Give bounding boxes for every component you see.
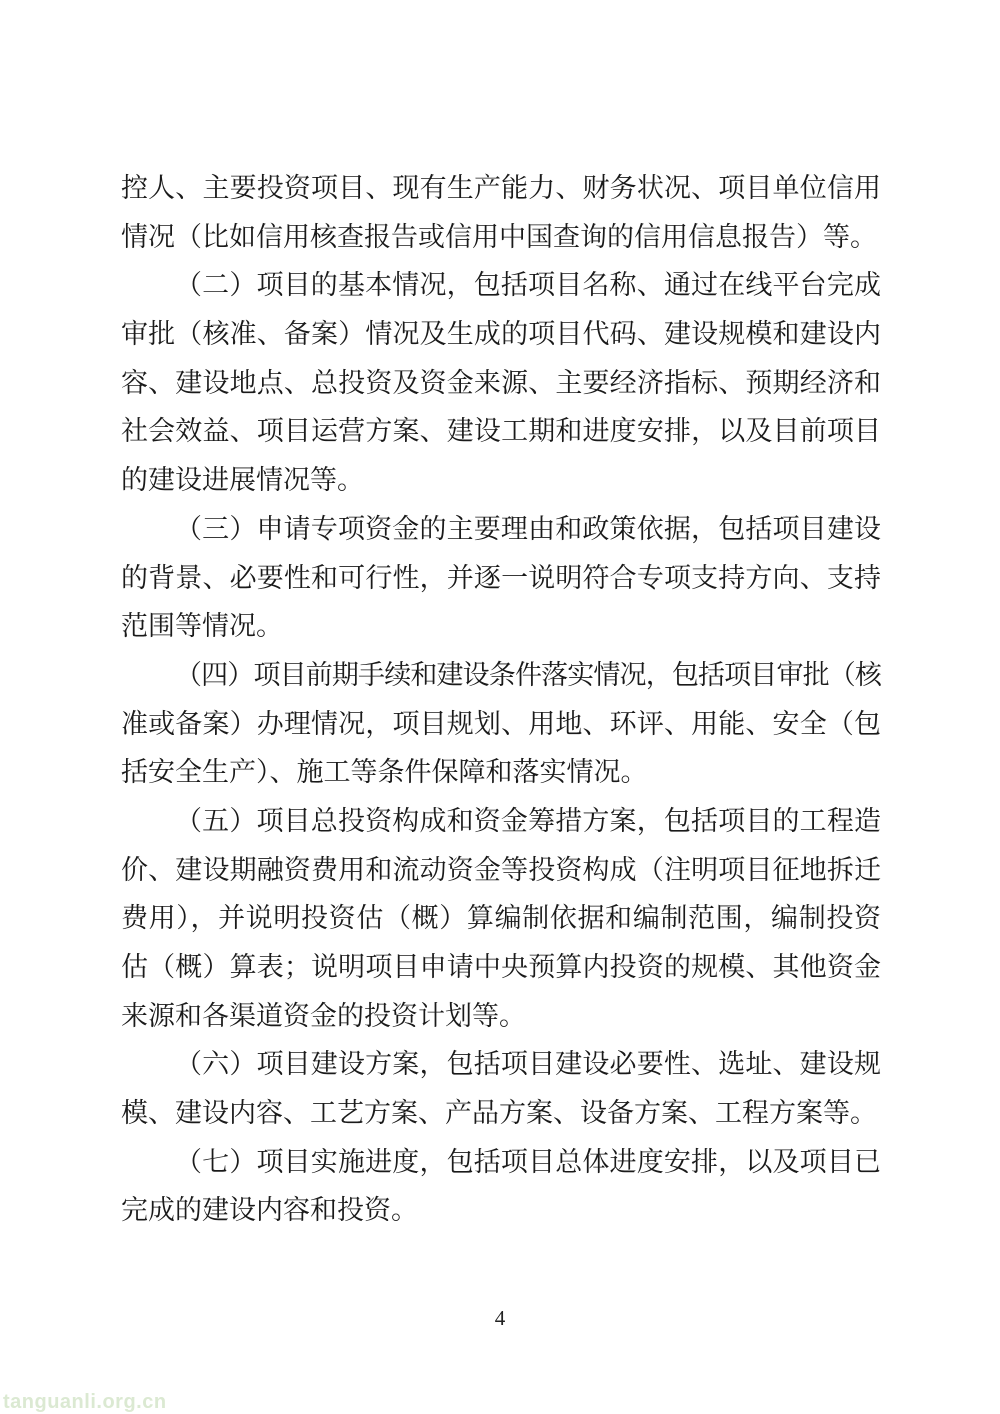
text-line: 审批（核准、备案）情况及生成的项目代码、建设规模和建设内: [121, 319, 881, 350]
watermark: tanguanli.org.cn: [3, 1391, 167, 1413]
text-line: （六）项目建设方案，包括项目建设必要性、选址、建设规: [175, 1049, 881, 1080]
text-line: （五）项目总投资构成和资金筹措方案，包括项目的工程造: [175, 805, 881, 836]
text-line: 控人、主要投资项目、现有生产能力、财务状况、项目单位信用: [121, 173, 881, 203]
text-line: 准或备案）办理情况，项目规划、用地、环评、用能、安全（包: [121, 708, 881, 739]
text-line: 情况（比如信用核查报告或信用中国查询的信用信息报告）等。: [121, 221, 877, 252]
document-body: [121, 164, 881, 1235]
text-line: （二）项目的基本情况，包括项目名称、通过在线平台完成: [175, 270, 881, 301]
text-line: 社会效益、项目运营方案、建设工期和进度安排，以及目前项目: [121, 416, 881, 447]
text-line: 完成的建设内容和投资。: [121, 1195, 418, 1226]
text-line: 来源和各渠道资金的投资计划等。: [121, 1000, 526, 1031]
text-line: 范围等情况。: [121, 611, 283, 642]
text-line: 价、建设期融资费用和流动资金等投资构成（注明项目征地拆迁: [121, 854, 881, 885]
text-line: 模、建设内容、工艺方案、产品方案、设备方案、工程方案等。: [121, 1098, 877, 1129]
text-line: （四）项目前期手续和建设条件落实情况，包括项目审批（核: [175, 659, 881, 690]
text-line: 容、建设地点、总投资及资金来源、主要经济指标、预期经济和: [121, 367, 881, 398]
text-line: 括安全生产）、施工等条件保障和落实情况。: [121, 757, 648, 788]
text-line: （三）申请专项资金的主要理由和政策依据，包括项目建设: [175, 513, 881, 544]
text-line: 估（概）算表；说明项目申请中央预算内投资的规模、其他资金: [121, 952, 881, 982]
text-line: 的建设进展情况等。: [121, 465, 364, 496]
text-line: 费用），并说明投资估（概）算编制依据和编制范围，编制投资: [121, 903, 881, 934]
page-number: 4: [494, 1306, 506, 1330]
text-line: 的背景、必要性和可行性，并逐一说明符合专项支持方向、支持: [121, 562, 881, 593]
text-line: （七）项目实施进度，包括项目总体进度安排，以及项目已: [175, 1146, 881, 1177]
